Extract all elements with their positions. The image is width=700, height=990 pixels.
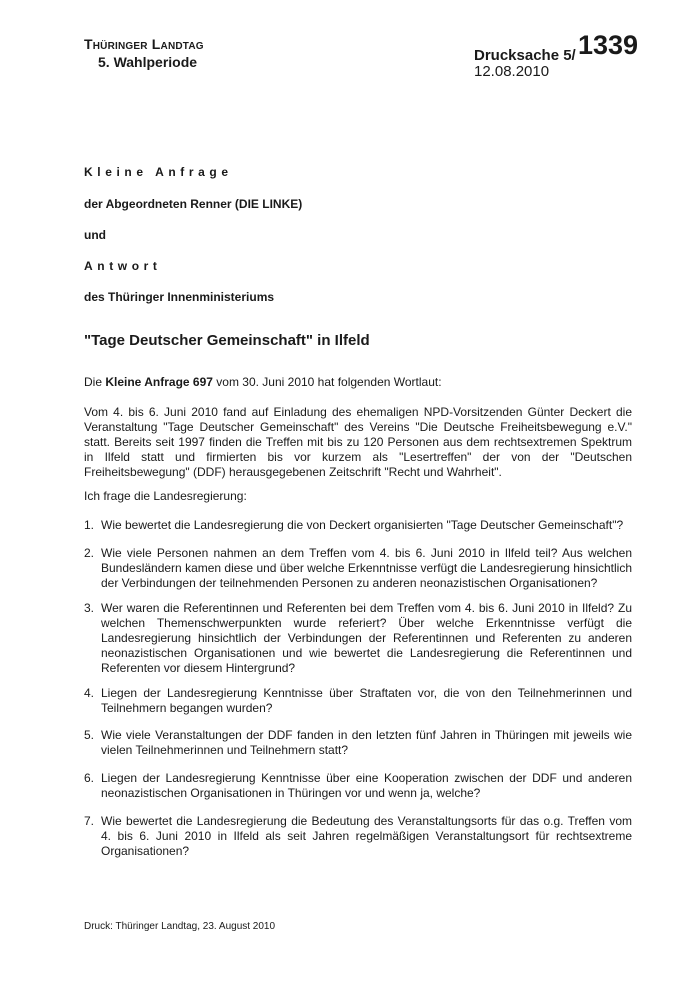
question-text: Wer waren die Referentinnen und Referenten bei dem Treffen vom 4. bis 6. Juni 2010 in Ilfeld? Zu welchen Themenschwerpunkten wurde referiert? Über welche Erkenntnisse verfügt die Landesregierung hinsichtlich der Verbindungen der Referentinnen und Referenten zu anderen neonazistischen Organisationen und wie bewertet die Landesregierung die Referentinnen und Referenten vor diesem Hintergrund?	[101, 601, 632, 675]
body-paragraph: Vom 4. bis 6. Juni 2010 fand auf Einladung des ehemaligen NPD-Vorsitzenden Günter Deckert die Veranstaltung "Tage Deutscher Gemeinschaft" des Vereins "Die Deutsche Freiheitsbewegung e.V." statt. Bereits seit 1997 finden die Treffen mit bis zu 120 Personen aus dem rechtsextremen Spektrum in Ilfeld statt und firmierten bis vor kurzem als "Lesertreffen" der von der "Deutschen Freiheitsbewegung" (DDF) herausgegebenen Zeitschrift "Recht und Wahrheit".	[84, 405, 632, 479]
print-footer: Druck: Thüringer Landtag, 23. August 2010	[84, 921, 276, 932]
drucksache-number: 1339	[578, 30, 639, 60]
question-text: Liegen der Landesregierung Kenntnisse über eine Kooperation zwischen der DDF und anderen neonazistischen Organisationen in Thüringen vor und wenn ja, welche?	[101, 771, 632, 800]
wortlaut-reference: Kleine Anfrage 697	[105, 375, 213, 389]
question-number: 4.	[84, 686, 95, 700]
document-date: 12.08.2010	[474, 63, 550, 80]
question-text: Wie bewertet die Landesregierung die Bedeutung des Veranstaltungsorts für das o.g. Treffen vom 4. bis 6. Juni 2010 in Ilfeld als seit Jahren regelmäßigen Veranstaltungsort für rechtsextreme Organisationen?	[101, 814, 632, 858]
wortlaut-prefix: Die	[84, 375, 106, 389]
question-number: 2.	[84, 546, 95, 560]
question-number: 6.	[84, 771, 95, 785]
question-text: Wie viele Veranstaltungen der DDF fanden in den letzten fünf Jahren in Thüringen mit jeweils wie vielen Teilnehmerinnen und Teilnehmern statt?	[101, 728, 632, 757]
ask-line: Ich frage die Landesregierung:	[84, 489, 247, 503]
question-number: 1.	[84, 518, 95, 532]
parliament-name: Thüringer Landtag	[84, 36, 204, 52]
question-number: 5.	[84, 728, 95, 742]
und-line: und	[84, 228, 106, 242]
drucksache-label: Drucksache 5/	[474, 47, 576, 64]
antwort-heading: Antwort	[84, 259, 162, 273]
question-text: Liegen der Landesregierung Kenntnisse über Straftaten vor, die von den Teilnehmerinnen und Teilnehmern begangen wurden?	[101, 686, 632, 715]
abgeordnete-line: der Abgeordneten Renner (DIE LINKE)	[84, 197, 303, 211]
ministerium-line: des Thüringer Innenministeriums	[84, 290, 275, 304]
kleine-anfrage-heading: Kleine Anfrage	[84, 165, 233, 179]
question-number: 7.	[84, 814, 95, 828]
document-subject: "Tage Deutscher Gemeinschaft" in Ilfeld	[84, 332, 370, 349]
question-text: Wie viele Personen nahmen an dem Treffen vom 4. bis 6. Juni 2010 in Ilfeld teil? Aus welchen Bundesländern kamen diese und über welche Erkenntnisse verfügt die Landesregierung hinsichtlich der Verbindungen der teilnehmenden Personen zu anderen neonazistischen Organisationen?	[101, 546, 632, 590]
question-number: 3.	[84, 601, 95, 615]
election-period: 5. Wahlperiode	[98, 54, 198, 70]
question-text: Wie bewertet die Landesregierung die von Deckert organisierten "Tage Deutscher Gemeinschaft"?	[101, 518, 624, 532]
wortlaut-line	[84, 375, 632, 390]
wortlaut-suffix: vom 30. Juni 2010 hat folgenden Wortlaut:	[212, 375, 442, 389]
